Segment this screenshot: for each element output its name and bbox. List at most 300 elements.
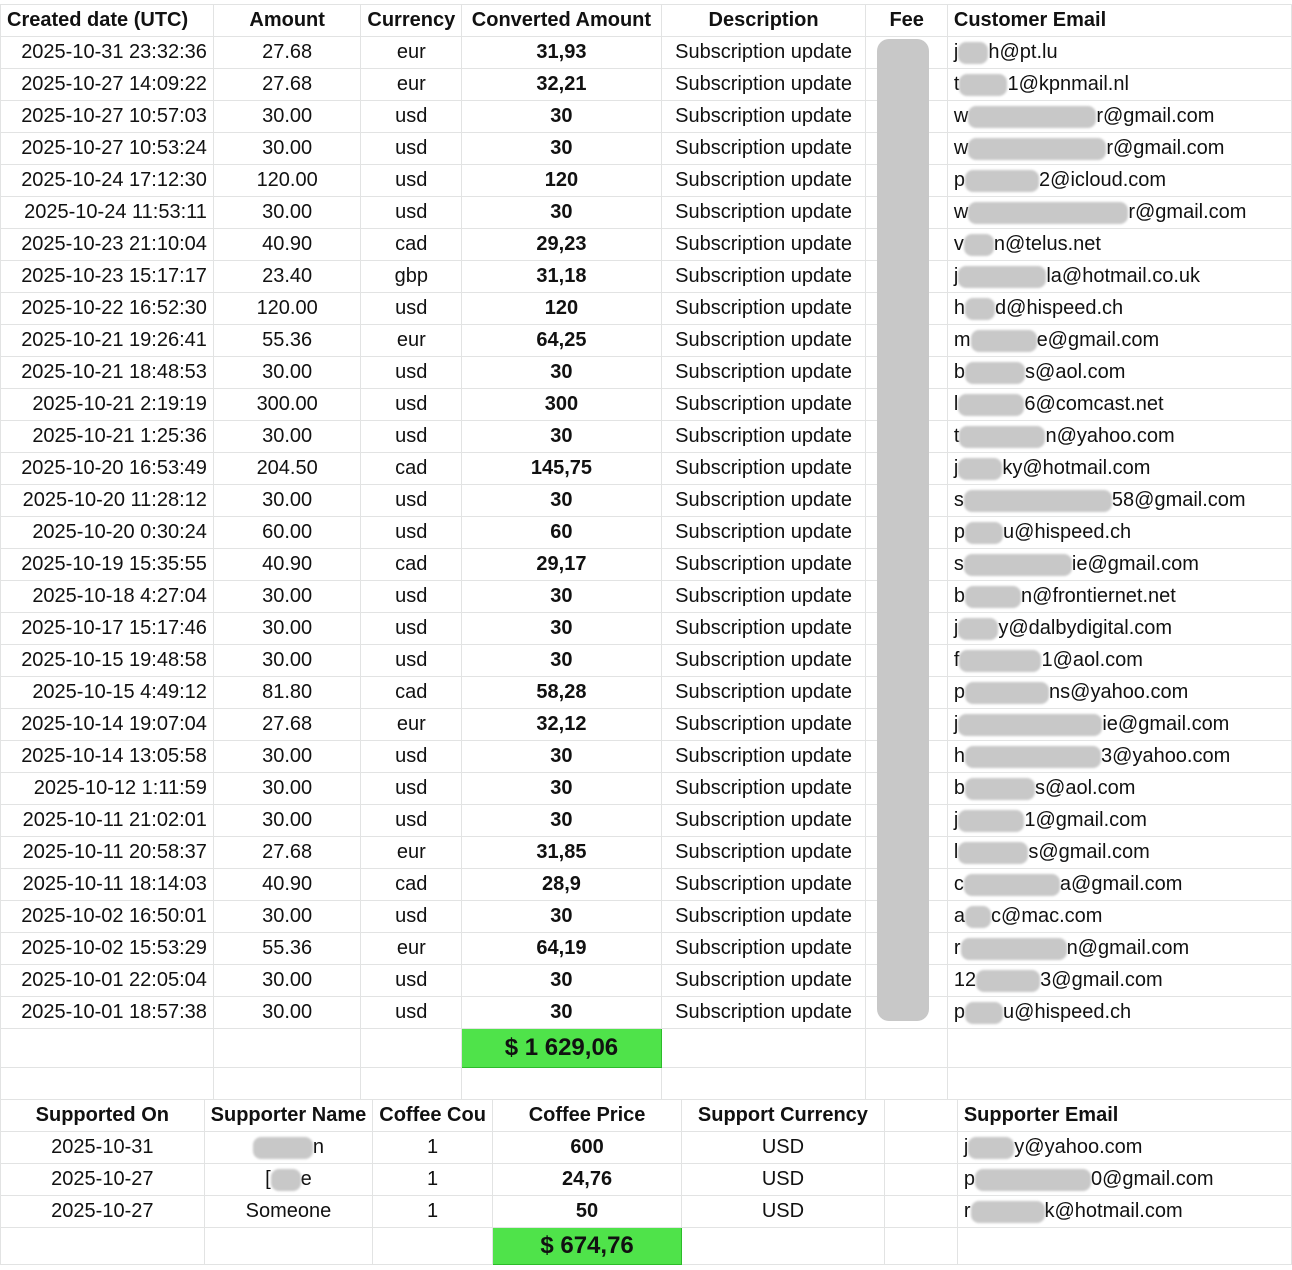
amount-cell[interactable]: 27.68 (213, 709, 360, 741)
converted-amount-cell[interactable]: 30 (462, 581, 661, 613)
converted-amount-cell[interactable]: 30 (462, 645, 661, 677)
currency-cell[interactable]: cad (361, 677, 462, 709)
converted-amount-cell[interactable]: 30 (462, 485, 661, 517)
converted-amount-cell[interactable]: 30 (462, 997, 661, 1029)
table-row (1, 997, 1292, 1029)
header-converted-amount[interactable]: Converted Amount (462, 5, 661, 37)
empty-cell[interactable] (1, 1228, 205, 1265)
email-visible-suffix: s@gmail.com (1028, 841, 1150, 863)
currency-cell[interactable]: gbp (361, 261, 462, 293)
converted-amount-cell[interactable]: 30 (462, 101, 661, 133)
converted-amount-cell[interactable]: 31,85 (462, 837, 661, 869)
email-visible-prefix: j (953, 457, 959, 479)
email-visible-prefix: h (953, 745, 966, 767)
created-date-cell[interactable]: 2025-10-11 18:14:03 (1, 869, 214, 901)
description-cell[interactable]: Subscription update (661, 709, 866, 741)
amount-cell[interactable]: 55.36 (213, 325, 360, 357)
created-date-cell[interactable]: 2025-10-15 4:49:12 (1, 677, 214, 709)
currency-cell[interactable]: eur (361, 325, 462, 357)
customer-email-cell[interactable] (947, 229, 1291, 261)
table-row (1, 357, 1292, 389)
created-date-cell[interactable]: 2025-10-20 0:30:24 (1, 517, 214, 549)
currency-cell[interactable]: cad (361, 453, 462, 485)
email-visible-prefix: v (953, 233, 964, 255)
amount-cell[interactable]: 30.00 (213, 133, 360, 165)
email-visible-prefix: j (953, 617, 959, 639)
converted-total-cell[interactable]: $ 1 629,06 (462, 1029, 661, 1068)
supporter-name-cell[interactable]: Someone (204, 1196, 373, 1228)
currency-cell[interactable]: cad (361, 549, 462, 581)
converted-amount-cell[interactable]: 30 (462, 421, 661, 453)
supporter-email-cell[interactable] (957, 1132, 1291, 1164)
email-visible-suffix: y@yahoo.com (1014, 1136, 1143, 1158)
currency-cell[interactable]: usd (361, 581, 462, 613)
amount-cell[interactable]: 30.00 (213, 613, 360, 645)
description-cell[interactable]: Subscription update (661, 677, 866, 709)
created-date-cell[interactable]: 2025-10-19 15:35:55 (1, 549, 214, 581)
description-cell[interactable]: Subscription update (661, 293, 866, 325)
empty-cell[interactable] (884, 1132, 957, 1164)
email-visible-prefix: f (953, 649, 960, 671)
empty-cell[interactable] (884, 1164, 957, 1196)
email-visible-prefix: j (963, 1136, 969, 1158)
converted-amount-cell[interactable]: 32,12 (462, 709, 661, 741)
customer-email-cell[interactable] (947, 453, 1291, 485)
created-date-cell[interactable]: 2025-10-02 16:50:01 (1, 901, 214, 933)
currency-cell[interactable]: usd (361, 421, 462, 453)
coffee-count-cell[interactable]: 1 (373, 1196, 493, 1228)
converted-amount-cell[interactable]: 29,23 (462, 229, 661, 261)
header-support-currency[interactable]: Support Currency (682, 1100, 884, 1132)
converted-amount-cell[interactable]: 120 (462, 293, 661, 325)
amount-cell[interactable]: 60.00 (213, 517, 360, 549)
currency-cell[interactable]: usd (361, 357, 462, 389)
customer-email-cell[interactable] (947, 933, 1291, 965)
currency-cell[interactable]: usd (361, 613, 462, 645)
created-date-cell[interactable]: 2025-10-21 2:19:19 (1, 389, 214, 421)
support-currency-cell[interactable]: USD (682, 1164, 884, 1196)
description-cell[interactable]: Subscription update (661, 869, 866, 901)
email-visible-suffix: k@hotmail.com (1044, 1200, 1183, 1222)
created-date-cell[interactable]: 2025-10-18 4:27:04 (1, 581, 214, 613)
description-cell[interactable]: Subscription update (661, 229, 866, 261)
header-currency[interactable]: Currency (361, 5, 462, 37)
email-visible-suffix: r@gmail.com (1096, 105, 1215, 127)
created-date-cell[interactable]: 2025-10-20 11:28:12 (1, 485, 214, 517)
currency-cell[interactable]: cad (361, 869, 462, 901)
created-date-cell[interactable]: 2025-10-21 19:26:41 (1, 325, 214, 357)
currency-cell[interactable]: usd (361, 293, 462, 325)
header-coffee-price[interactable]: Coffee Price (492, 1100, 681, 1132)
amount-cell[interactable]: 23.40 (213, 261, 360, 293)
table-row (1, 101, 1292, 133)
empty-cell[interactable] (947, 1029, 1291, 1068)
currency-cell[interactable]: eur (361, 709, 462, 741)
amount-cell[interactable]: 40.90 (213, 229, 360, 261)
header-supported-on[interactable]: Supported On (1, 1100, 205, 1132)
customer-email-cell[interactable] (947, 997, 1291, 1029)
customer-email-cell[interactable] (947, 165, 1291, 197)
coffee-count-cell[interactable]: 1 (373, 1164, 493, 1196)
amount-cell[interactable]: 30.00 (213, 101, 360, 133)
coffee-price-total-cell[interactable]: $ 674,76 (492, 1228, 681, 1265)
customer-email-cell[interactable] (947, 101, 1291, 133)
description-cell[interactable]: Subscription update (661, 325, 866, 357)
empty-cell[interactable] (213, 1068, 360, 1100)
customer-email-cell[interactable] (947, 773, 1291, 805)
email-visible-suffix: h@pt.lu (988, 41, 1058, 63)
email-visible-suffix: la@hotmail.co.uk (1046, 265, 1201, 287)
amount-cell[interactable]: 300.00 (213, 389, 360, 421)
created-date-cell[interactable]: 2025-10-21 1:25:36 (1, 421, 214, 453)
currency-cell[interactable]: usd (361, 133, 462, 165)
customer-email-cell[interactable] (947, 357, 1291, 389)
customer-email-cell[interactable] (947, 293, 1291, 325)
description-cell[interactable]: Subscription update (661, 485, 866, 517)
empty-cell[interactable] (661, 1068, 866, 1100)
created-date-cell[interactable]: 2025-10-24 11:53:11 (1, 197, 214, 229)
empty-cell[interactable] (462, 1068, 661, 1100)
currency-cell[interactable]: usd (361, 389, 462, 421)
table-row (1, 389, 1292, 421)
amount-cell[interactable]: 30.00 (213, 197, 360, 229)
table-row (1, 965, 1292, 997)
empty-cell[interactable] (866, 1068, 947, 1100)
email-visible-suffix: 0@gmail.com (1090, 1168, 1214, 1190)
customer-email-cell[interactable] (947, 613, 1291, 645)
email-visible-prefix: t (953, 425, 960, 447)
description-cell[interactable]: Subscription update (661, 261, 866, 293)
support-currency-cell[interactable]: USD (682, 1196, 884, 1228)
empty-header-cell[interactable] (884, 1100, 957, 1132)
email-redaction (965, 586, 1021, 608)
customer-email-cell[interactable] (947, 133, 1291, 165)
converted-amount-cell[interactable]: 28,9 (462, 869, 661, 901)
created-date-cell[interactable]: 2025-10-17 15:17:46 (1, 613, 214, 645)
email-redaction (964, 874, 1060, 896)
currency-cell[interactable]: cad (361, 229, 462, 261)
converted-amount-cell[interactable]: 30 (462, 357, 661, 389)
converted-amount-cell[interactable]: 60 (462, 517, 661, 549)
customer-email-cell[interactable] (947, 37, 1291, 69)
amount-cell[interactable]: 30.00 (213, 645, 360, 677)
currency-cell[interactable]: usd (361, 101, 462, 133)
supporter-email-cell[interactable] (957, 1196, 1291, 1228)
header-row (1, 5, 1292, 37)
currency-cell[interactable]: usd (361, 485, 462, 517)
customer-email-cell[interactable] (947, 965, 1291, 997)
description-cell[interactable]: Subscription update (661, 389, 866, 421)
amount-cell[interactable]: 30.00 (213, 485, 360, 517)
supporter-row (1, 1132, 1292, 1164)
customer-email-cell[interactable] (947, 741, 1291, 773)
currency-cell[interactable]: usd (361, 645, 462, 677)
description-cell[interactable]: Subscription update (661, 517, 866, 549)
currency-cell[interactable]: usd (361, 741, 462, 773)
created-date-cell[interactable]: 2025-10-27 10:53:24 (1, 133, 214, 165)
customer-email-cell[interactable] (947, 485, 1291, 517)
customer-email-cell[interactable] (947, 325, 1291, 357)
amount-cell[interactable]: 30.00 (213, 997, 360, 1029)
description-cell[interactable]: Subscription update (661, 581, 866, 613)
name-visible-suffix: e (300, 1168, 312, 1190)
supporters-header-row (1, 1100, 1292, 1132)
created-date-cell[interactable]: 2025-10-20 16:53:49 (1, 453, 214, 485)
currency-cell[interactable]: usd (361, 773, 462, 805)
converted-amount-cell[interactable]: 30 (462, 773, 661, 805)
created-date-cell[interactable]: 2025-10-01 22:05:04 (1, 965, 214, 997)
empty-cell[interactable] (661, 1029, 866, 1068)
amount-cell[interactable]: 27.68 (213, 837, 360, 869)
customer-email-cell[interactable] (947, 805, 1291, 837)
customer-email-cell[interactable] (947, 389, 1291, 421)
email-visible-prefix: w (953, 137, 969, 159)
currency-cell[interactable]: usd (361, 197, 462, 229)
created-date-cell[interactable]: 2025-10-15 19:48:58 (1, 645, 214, 677)
empty-cell[interactable] (866, 1029, 947, 1068)
header-amount[interactable]: Amount (213, 5, 360, 37)
converted-amount-cell[interactable]: 32,21 (462, 69, 661, 101)
currency-cell[interactable]: usd (361, 805, 462, 837)
converted-amount-cell[interactable]: 64,25 (462, 325, 661, 357)
customer-email-cell[interactable] (947, 197, 1291, 229)
empty-cell[interactable] (361, 1029, 462, 1068)
currency-cell[interactable]: eur (361, 837, 462, 869)
email-visible-prefix: b (953, 777, 966, 799)
converted-amount-cell[interactable]: 30 (462, 965, 661, 997)
amount-cell[interactable]: 27.68 (213, 37, 360, 69)
email-visible-suffix: d@hispeed.ch (995, 297, 1124, 319)
description-cell[interactable]: Subscription update (661, 741, 866, 773)
currency-cell[interactable]: usd (361, 165, 462, 197)
email-visible-prefix: p (963, 1168, 975, 1190)
converted-amount-cell[interactable]: 30 (462, 133, 661, 165)
description-cell[interactable]: Subscription update (661, 773, 866, 805)
description-cell[interactable]: Subscription update (661, 69, 866, 101)
header-supporter-name[interactable]: Supporter Name (204, 1100, 373, 1132)
created-date-cell[interactable]: 2025-10-21 18:48:53 (1, 357, 214, 389)
empty-cell[interactable] (682, 1228, 884, 1265)
customer-email-cell[interactable] (947, 677, 1291, 709)
table-row (1, 165, 1292, 197)
coffee-count-cell[interactable]: 1 (373, 1132, 493, 1164)
customer-email-cell[interactable] (947, 869, 1291, 901)
amount-cell[interactable]: 30.00 (213, 773, 360, 805)
table-row (1, 805, 1292, 837)
header-fee[interactable]: Fee (866, 5, 947, 37)
header-coffee-count[interactable]: Coffee Cou (373, 1100, 493, 1132)
supported-on-cell[interactable]: 2025-10-27 (1, 1164, 205, 1196)
converted-amount-cell[interactable]: 30 (462, 613, 661, 645)
converted-amount-cell[interactable]: 31,93 (462, 37, 661, 69)
email-redaction (965, 778, 1035, 800)
email-visible-prefix: p (953, 169, 966, 191)
converted-amount-cell[interactable]: 30 (462, 805, 661, 837)
email-visible-prefix: c (953, 873, 964, 895)
description-cell[interactable]: Subscription update (661, 165, 866, 197)
description-cell[interactable]: Subscription update (661, 965, 866, 997)
description-cell[interactable]: Subscription update (661, 933, 866, 965)
email-redaction (958, 618, 998, 640)
created-date-cell[interactable]: 2025-10-01 18:57:38 (1, 997, 214, 1029)
supporters-table (0, 1099, 1292, 1265)
header-description[interactable]: Description (661, 5, 866, 37)
converted-amount-cell[interactable]: 300 (462, 389, 661, 421)
description-cell[interactable]: Subscription update (661, 197, 866, 229)
customer-email-cell[interactable] (947, 517, 1291, 549)
email-visible-suffix: r@gmail.com (1106, 137, 1225, 159)
empty-cell[interactable] (947, 1068, 1291, 1100)
currency-cell[interactable]: usd (361, 517, 462, 549)
converted-amount-cell[interactable]: 64,19 (462, 933, 661, 965)
email-visible-suffix: ns@yahoo.com (1049, 681, 1189, 703)
empty-cell[interactable] (1, 1068, 214, 1100)
email-redaction (968, 106, 1096, 128)
amount-cell[interactable]: 40.90 (213, 869, 360, 901)
description-cell[interactable]: Subscription update (661, 133, 866, 165)
converted-amount-cell[interactable]: 58,28 (462, 677, 661, 709)
description-cell[interactable]: Subscription update (661, 805, 866, 837)
converted-amount-cell[interactable]: 145,75 (462, 453, 661, 485)
customer-email-cell[interactable] (947, 69, 1291, 101)
amount-cell[interactable]: 55.36 (213, 933, 360, 965)
description-cell[interactable]: Subscription update (661, 997, 866, 1029)
empty-cell[interactable] (884, 1196, 957, 1228)
header-created-date[interactable]: Created date (UTC) (1, 5, 214, 37)
description-cell[interactable]: Subscription update (661, 357, 866, 389)
email-visible-suffix: 1@aol.com (1041, 649, 1143, 671)
amount-cell[interactable]: 27.68 (213, 69, 360, 101)
currency-cell[interactable]: usd (361, 901, 462, 933)
created-date-cell[interactable]: 2025-10-14 19:07:04 (1, 709, 214, 741)
converted-amount-cell[interactable]: 120 (462, 165, 661, 197)
empty-cell[interactable] (884, 1228, 957, 1265)
amount-cell[interactable]: 204.50 (213, 453, 360, 485)
converted-amount-cell[interactable]: 30 (462, 901, 661, 933)
support-currency-cell[interactable]: USD (682, 1132, 884, 1164)
description-cell[interactable]: Subscription update (661, 421, 866, 453)
created-date-cell[interactable]: 2025-10-02 15:53:29 (1, 933, 214, 965)
created-date-cell[interactable]: 2025-10-12 1:11:59 (1, 773, 214, 805)
email-visible-prefix: j (953, 41, 959, 63)
description-cell[interactable]: Subscription update (661, 549, 866, 581)
empty-cell[interactable] (1, 1029, 214, 1068)
email-visible-suffix: r@gmail.com (1128, 201, 1247, 223)
created-date-cell[interactable]: 2025-10-22 16:52:30 (1, 293, 214, 325)
currency-cell[interactable]: eur (361, 933, 462, 965)
currency-cell[interactable]: usd (361, 997, 462, 1029)
converted-amount-cell[interactable]: 30 (462, 197, 661, 229)
amount-cell[interactable]: 30.00 (213, 965, 360, 997)
description-cell[interactable]: Subscription update (661, 901, 866, 933)
amount-cell[interactable]: 120.00 (213, 293, 360, 325)
coffee-price-cell[interactable]: 600 (492, 1132, 681, 1164)
amount-cell[interactable]: 30.00 (213, 581, 360, 613)
customer-email-cell[interactable] (947, 837, 1291, 869)
created-date-cell[interactable]: 2025-10-27 14:09:22 (1, 69, 214, 101)
email-visible-prefix: t (953, 73, 960, 95)
coffee-price-cell[interactable]: 24,76 (492, 1164, 681, 1196)
amount-cell[interactable]: 30.00 (213, 357, 360, 389)
email-visible-prefix: j (953, 713, 959, 735)
customer-email-cell[interactable] (947, 421, 1291, 453)
email-visible-suffix: ie@gmail.com (1102, 713, 1230, 735)
supporter-name-cell[interactable] (204, 1164, 373, 1196)
supporter-name-cell[interactable] (204, 1132, 373, 1164)
supported-on-cell[interactable]: 2025-10-27 (1, 1196, 205, 1228)
coffee-price-cell[interactable]: 50 (492, 1196, 681, 1228)
customer-email-cell[interactable] (947, 549, 1291, 581)
amount-cell[interactable]: 30.00 (213, 741, 360, 773)
transactions-table (0, 4, 1292, 1100)
created-date-cell[interactable]: 2025-10-14 13:05:58 (1, 741, 214, 773)
created-date-cell[interactable]: 2025-10-23 21:10:04 (1, 229, 214, 261)
amount-cell[interactable]: 40.90 (213, 549, 360, 581)
description-cell[interactable]: Subscription update (661, 613, 866, 645)
customer-email-cell[interactable] (947, 261, 1291, 293)
email-visible-prefix: p (953, 1001, 966, 1023)
email-redaction (961, 938, 1067, 960)
supporter-email-cell[interactable] (957, 1164, 1291, 1196)
header-customer-email[interactable]: Customer Email (947, 5, 1291, 37)
empty-cell[interactable] (213, 1029, 360, 1068)
empty-cell[interactable] (361, 1068, 462, 1100)
name-redaction (253, 1137, 313, 1159)
amount-cell[interactable]: 120.00 (213, 165, 360, 197)
customer-email-cell[interactable] (947, 581, 1291, 613)
converted-amount-cell[interactable]: 31,18 (462, 261, 661, 293)
created-date-cell[interactable]: 2025-10-11 21:02:01 (1, 805, 214, 837)
amount-cell[interactable]: 30.00 (213, 421, 360, 453)
description-cell[interactable]: Subscription update (661, 101, 866, 133)
amount-cell[interactable]: 81.80 (213, 677, 360, 709)
created-date-cell[interactable]: 2025-10-27 10:57:03 (1, 101, 214, 133)
currency-cell[interactable]: usd (361, 965, 462, 997)
description-cell[interactable]: Subscription update (661, 837, 866, 869)
currency-cell[interactable]: eur (361, 37, 462, 69)
amount-cell[interactable]: 30.00 (213, 901, 360, 933)
table-row (1, 901, 1292, 933)
header-supporter-email[interactable]: Supporter Email (957, 1100, 1291, 1132)
created-date-cell[interactable]: 2025-10-31 23:32:36 (1, 37, 214, 69)
empty-cell[interactable] (957, 1228, 1291, 1265)
converted-amount-cell[interactable]: 29,17 (462, 549, 661, 581)
customer-email-cell[interactable] (947, 709, 1291, 741)
supported-on-cell[interactable]: 2025-10-31 (1, 1132, 205, 1164)
description-cell[interactable]: Subscription update (661, 645, 866, 677)
supporter-row (1, 1196, 1292, 1228)
name-redaction (271, 1169, 301, 1191)
description-cell[interactable]: Subscription update (661, 37, 866, 69)
currency-cell[interactable]: eur (361, 69, 462, 101)
email-visible-suffix: ky@hotmail.com (1002, 457, 1151, 479)
customer-email-cell[interactable] (947, 645, 1291, 677)
empty-cell[interactable] (204, 1228, 373, 1265)
empty-cell[interactable] (373, 1228, 493, 1265)
created-date-cell[interactable]: 2025-10-24 17:12:30 (1, 165, 214, 197)
description-cell[interactable]: Subscription update (661, 453, 866, 485)
amount-cell[interactable]: 30.00 (213, 805, 360, 837)
table-row (1, 293, 1292, 325)
created-date-cell[interactable]: 2025-10-11 20:58:37 (1, 837, 214, 869)
created-date-cell[interactable]: 2025-10-23 15:17:17 (1, 261, 214, 293)
converted-amount-cell[interactable]: 30 (462, 741, 661, 773)
email-visible-suffix: a@gmail.com (1059, 873, 1183, 895)
email-visible-prefix: j (953, 809, 959, 831)
email-redaction (968, 202, 1128, 224)
customer-email-cell[interactable] (947, 901, 1291, 933)
email-visible-suffix: 3@gmail.com (1040, 969, 1163, 991)
